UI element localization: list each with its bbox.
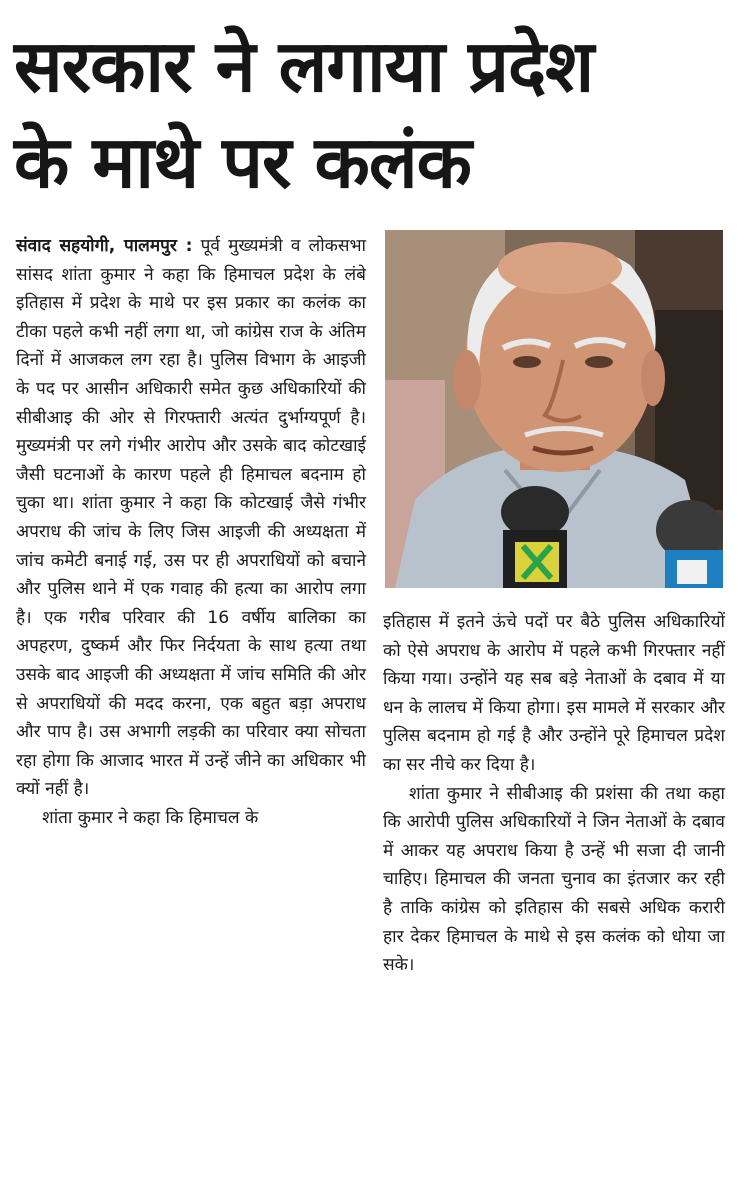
article-paragraph: इतिहास में इतने ऊंचे पदों पर बैठे पुलिस अधिकारियों को ऐसे अपराध के आरोप में पहले कभी गिरफ्तार नहीं किया गया। उन्होंने यह सब बड़े नेताओं के दबाव में या धन के लालच में किया होगा। इस मामले में सरकार और पुलिस बदनाम हो गई है और उन्होंने पूरे हिमाचल प्रदेश का सर नीचे कर दिया है। bbox=[383, 612, 725, 775]
article-paragraph bbox=[16, 232, 366, 804]
headline bbox=[14, 18, 726, 210]
article-column-right bbox=[383, 608, 725, 980]
portrait-photo-icon bbox=[385, 230, 723, 588]
article-paragraph: शांता कुमार ने सीबीआइ की प्रशंसा की तथा कहा कि आरोपी पुलिस अधिकारियों ने जिन नेताओं के दबाव में आकर यह अपराध किया है उन्हें भी सजा दी जानी चाहिए। हिमाचल की जनता चुनाव का इंतजार कर रही है ताकि कांग्रेस को इतिहास की सबसे अधिक करारी हार देकर हिमाचल के माथे से इस कलंक को धोया जा सके। bbox=[383, 783, 725, 976]
headline-line-2: के माथे पर कलंक bbox=[14, 120, 471, 204]
headline-line-1: सरकार ने लगाया प्रदेश bbox=[14, 24, 594, 108]
article-text: पूर्व मुख्यमंत्री व लोकसभा सांसद शांता कुमार ने कहा कि हिमाचल प्रदेश के लंबे इतिहास में प्रदेश के माथे पर इस प्रकार का कलंक का टीका पहले कभी नहीं लगा था, जो कांग्रेस राज के अंतिम दिनों में आजकल लग रहा है। पुलिस विभाग के आइजी के पद पर आसीन अधिकारी समेत कुछ अधिकारियों की सीबीआइ की ओर से गिरफ्तारी अत्यंत दुर्भाग्यपूर्ण है। मुख्यमंत्री पर लगे गंभीर आरोप और उसके बाद कोटखाई जैसी घटनाओं के कारण पहले ही हिमाचल बदनाम हो चुका था। शांता कुमार ने कहा कि कोटखाई जैसे गंभीर अपराध की जांच के लिए जिस आइजी की अध्यक्षता में जांच कमेटी बनाई गई, उस पर ही अपराधियों को बचाने और पुलिस थाने में एक गवाह की हत्या का आरोप लगा है। एक गरीब परिवार की 16 वर्षीय बालिका का अपहरण, दुष्कर्म और फिर निर्दयता के साथ हत्या तथा उसके बाद आइजी की अध्यक्षता में जांच समिति की ओर से अपराधियों की मदद करना, एक बहुत बड़ा अपराध और पाप है। उस अभागी लड़की का परिवार क्या सोचता रहा होगा कि आजाद भारत में उन्हें जीने का अधिकार भी क्यों नहीं है। bbox=[16, 236, 366, 800]
news-photo bbox=[385, 230, 723, 588]
article-column-left bbox=[16, 232, 366, 832]
dateline: संवाद सहयोगी, पालमपुर : bbox=[16, 236, 193, 256]
article-paragraph: शांता कुमार ने कहा कि हिमाचल के bbox=[42, 807, 259, 828]
